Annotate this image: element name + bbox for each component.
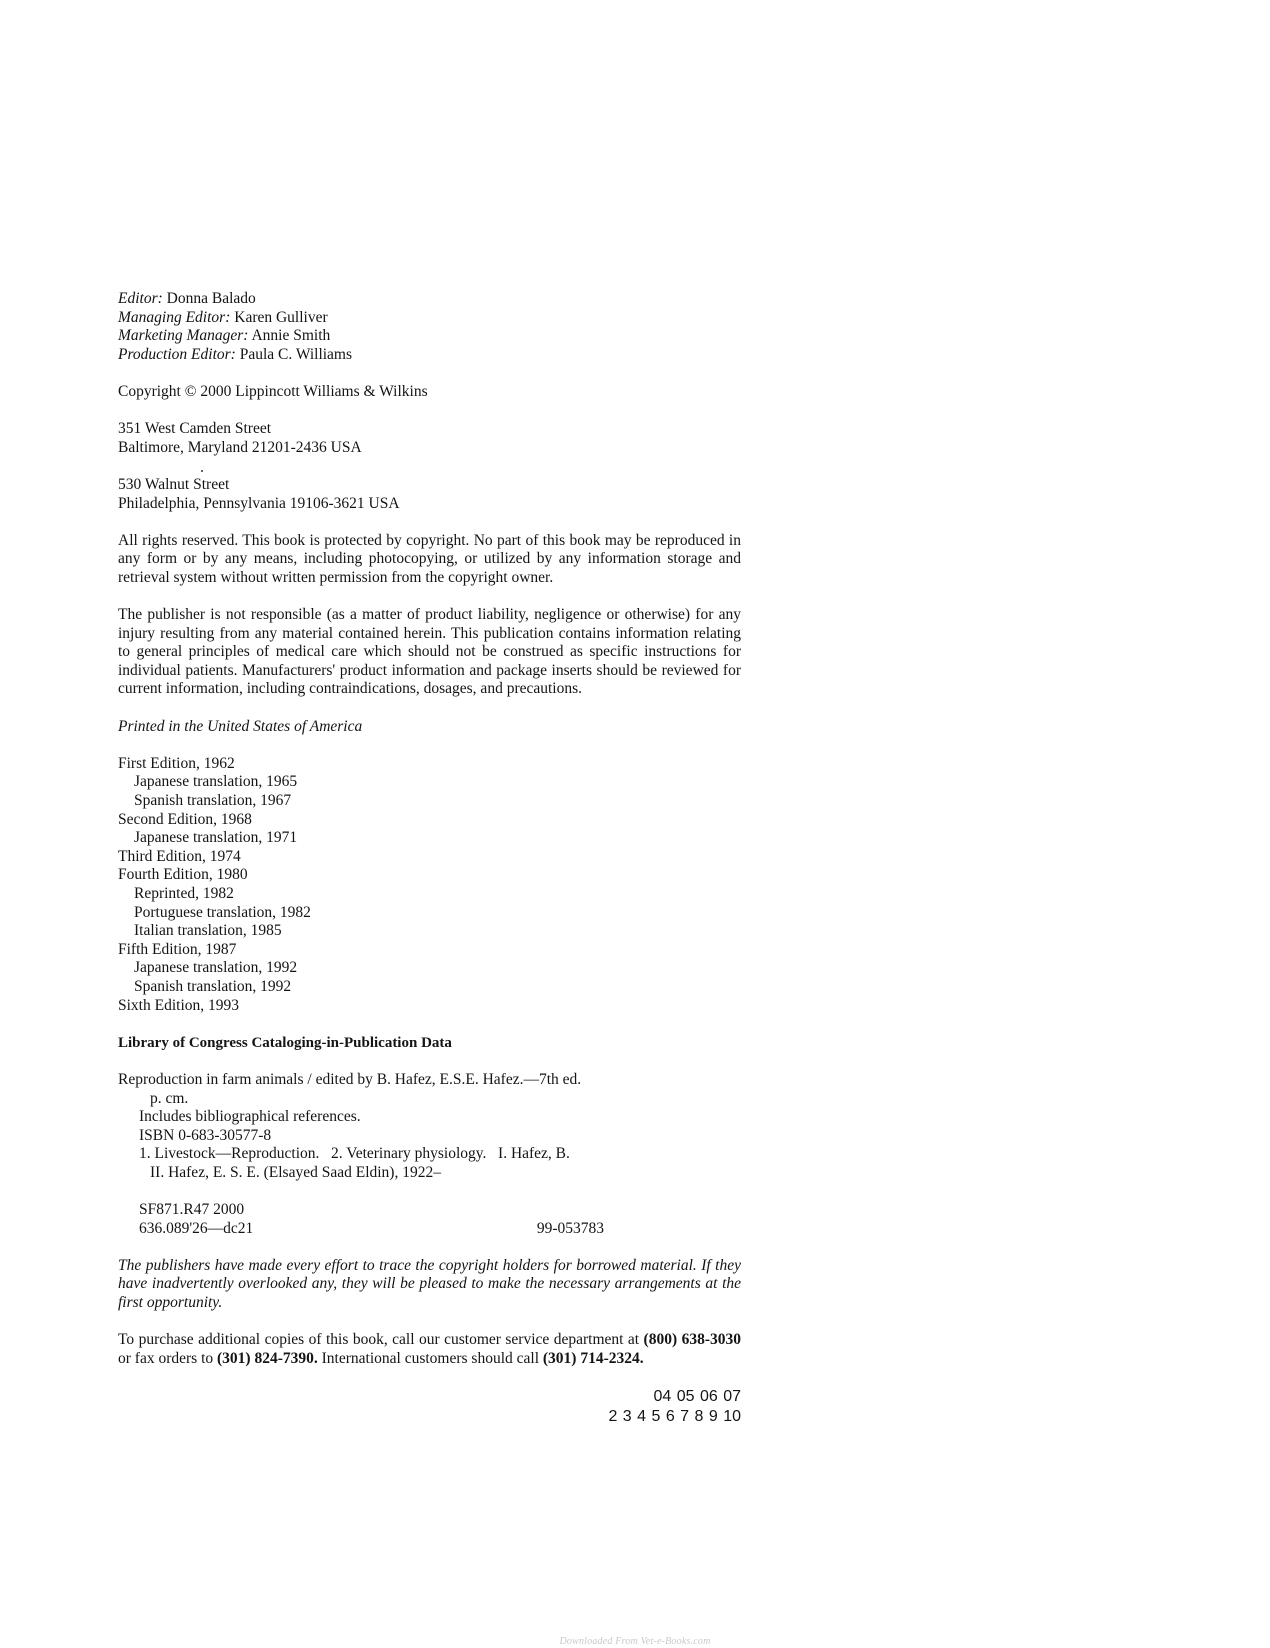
cip-subjects: 1. Livestock—Reproduction. 2. Veterinary physiology. I. Hafez, B. bbox=[139, 1145, 570, 1163]
credit-role: Marketing Manager: bbox=[118, 327, 249, 345]
address-philadelphia bbox=[118, 476, 741, 513]
edition-sub-item: Japanese translation, 1965 bbox=[134, 773, 298, 791]
edition-item: Fifth Edition, 1987 bbox=[118, 940, 237, 958]
cip-subjects-2: II. Hafez, E. S. E. (Elsayed Saad Eldin), 1922– bbox=[150, 1163, 441, 1181]
printed-in: Printed in the United States of America bbox=[118, 717, 363, 735]
edition-sub-item: Italian translation, 1985 bbox=[134, 922, 282, 940]
edition-sub-item: Portuguese translation, 1982 bbox=[134, 903, 311, 921]
stray-mark bbox=[201, 470, 203, 472]
cip-pages: p. cm. bbox=[150, 1089, 189, 1107]
edition-history bbox=[118, 755, 741, 1015]
credit-line bbox=[118, 346, 741, 365]
credit-role: Managing Editor: bbox=[118, 308, 231, 326]
edition-item: Second Edition, 1968 bbox=[118, 810, 252, 828]
cip-dewey: 636.089'26—dc21 bbox=[139, 1219, 254, 1237]
address-city: Baltimore, Maryland 21201-2436 USA bbox=[118, 438, 362, 456]
address-street: 351 West Camden Street bbox=[118, 420, 272, 438]
address-baltimore bbox=[118, 420, 741, 457]
edition-sub-item: Spanish translation, 1992 bbox=[134, 977, 292, 995]
credit-line bbox=[118, 327, 741, 346]
cip-call-number: SF871.R47 2000 bbox=[139, 1201, 245, 1219]
printing-line bbox=[118, 1387, 741, 1427]
credit-name: Donna Balado bbox=[166, 290, 256, 307]
credit-name: Annie Smith bbox=[251, 327, 331, 345]
phone-customer-service: (800) 638-3030 bbox=[643, 1331, 741, 1349]
cip-block bbox=[118, 1071, 741, 1238]
purchase-mid: or fax orders to bbox=[118, 1349, 214, 1367]
edition-sub-item: Spanish translation, 1967 bbox=[134, 792, 292, 810]
disclaimer-paragraph: The publisher is not responsible (as a matter of product liability, negligence or otherwise) for any injury resulting from any material contained herein. This publication contains information relating to general principles of medical care which should not be construed as specific instructions for individual patients. Manufacturers' product information and package inserts should be reviewed for current information, including contraindications, dosages, and precautions. bbox=[118, 606, 741, 698]
address-city: Philadelphia, Pennsylvania 19106-3621 USA bbox=[118, 494, 400, 512]
credit-role: Production Editor: bbox=[118, 345, 236, 363]
edition-sub-item: Reprinted, 1982 bbox=[134, 885, 234, 902]
fax-number: (301) 824-7390. bbox=[217, 1349, 318, 1367]
printing-numbers: 2 3 4 5 6 7 8 9 10 bbox=[608, 1408, 741, 1426]
cip-title-line: Reproduction in farm animals / edited by B. Hafez, E.S.E. Hafez.—7th ed. bbox=[118, 1070, 582, 1088]
copyright-line: Copyright © 2000 Lippincott Williams & Wilkins bbox=[118, 382, 428, 400]
purchase-intl: International customers should call bbox=[321, 1349, 539, 1367]
credit-line bbox=[118, 309, 741, 328]
credit-line bbox=[118, 290, 741, 309]
edition-item: Sixth Edition, 1993 bbox=[118, 996, 239, 1014]
copyright-page bbox=[118, 290, 741, 1427]
cip-heading: Library of Congress Cataloging-in-Publication Data bbox=[118, 1034, 452, 1051]
cip-lccn: 99-053783 bbox=[536, 1219, 604, 1237]
cip-isbn: ISBN 0-683-30577-8 bbox=[139, 1126, 272, 1144]
publisher-note: The publishers have made every effort to trace the copyright holders for borrowed material. If they have inadvertently overlooked any, they will be pleased to make the necessary arrangements at the first opportunity. bbox=[118, 1256, 741, 1312]
credit-role: Editor: bbox=[118, 290, 163, 307]
printing-years: 04 05 06 07 bbox=[653, 1388, 741, 1406]
phone-international: (301) 714-2324. bbox=[542, 1349, 644, 1367]
credit-name: Paula C. Williams bbox=[239, 345, 353, 363]
edition-item: First Edition, 1962 bbox=[118, 754, 235, 772]
edition-item: Third Edition, 1974 bbox=[118, 847, 241, 865]
purchase-paragraph bbox=[118, 1331, 741, 1368]
rights-paragraph: All rights reserved. This book is protected by copyright. No part of this book may be reproduced in any form or by any means, including photocopying, or utilized by any information storage and retrieval system without written permission from the copyright owner. bbox=[118, 531, 741, 586]
cip-classification-row bbox=[118, 1220, 604, 1239]
purchase-intro: To purchase additional copies of this book, call our customer service department at bbox=[118, 1331, 640, 1349]
edition-item: Fourth Edition, 1980 bbox=[118, 866, 248, 884]
credit-name: Karen Gulliver bbox=[234, 308, 328, 326]
cip-bibliography: Includes bibliographical references. bbox=[139, 1108, 361, 1126]
download-watermark: Downloaded From Vet-e-Books.com bbox=[559, 1636, 711, 1647]
credits bbox=[118, 290, 741, 364]
address-street: 530 Walnut Street bbox=[118, 475, 230, 493]
edition-sub-item: Japanese translation, 1992 bbox=[134, 959, 298, 977]
edition-sub-item: Japanese translation, 1971 bbox=[134, 829, 298, 847]
